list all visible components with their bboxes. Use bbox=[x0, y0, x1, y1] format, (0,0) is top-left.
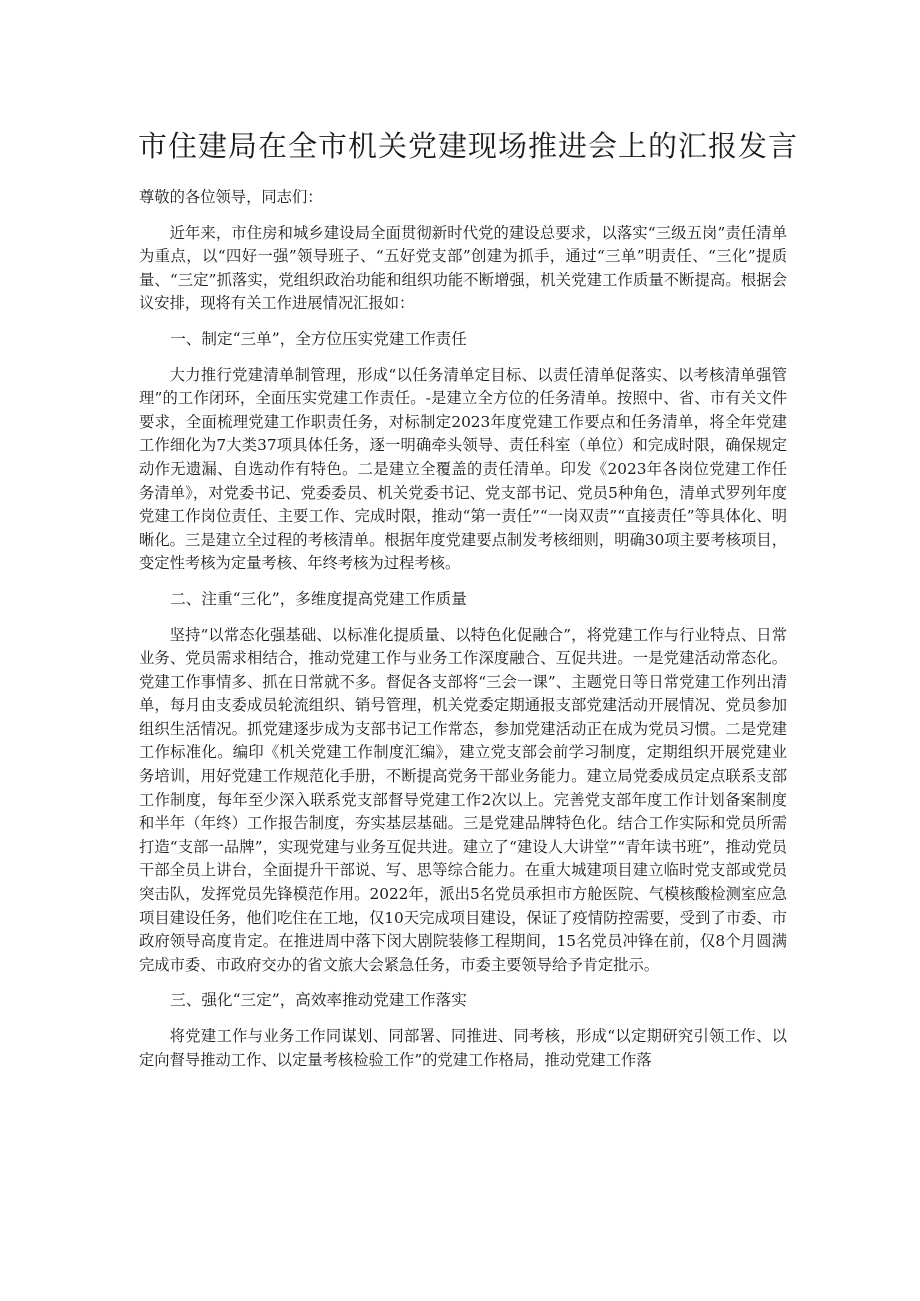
greeting: 尊敬的各位领导，同志们： bbox=[139, 188, 323, 206]
document-title: 市住建局在全市机关党建现场推进会上的汇报发言 bbox=[138, 129, 799, 163]
section-2-body: 坚持“以常态化强基础、以标准化提质量、以特色化促融合”，将党建工作与行业特点、日常业务、党员需求相结合，推动党建工作与业务工作深度融合、互促共进。一是党建活动常态化。党建工作事情多、抓在日常就不多。督促各支部将“三会一课”、主题党日等日常党建工作列出清单，每月由支委成员轮流组织、销号管理，机关党委定期通报支部党建活动开展情况、党员参加组织生活情况。抓党建逐步成为支部书记工作常态，参加党建活动正在成为党员习惯。二是党建工作标准化。编印《机关党建工作制度汇编》，建立党支部会前学习制度，定期组织开展党建业务培训，用好党建工作规范化手册，不断提高党务干部业务能力。建立局党委成员定点联系支部工作制度，每年至少深入联系党支部督导党建工作2次以上。完善党支部年度工作计划备案制度和半年（年终）工作报告制度，夯实基层基础。三是党建品牌特色化。结合工作实际和党员所需打造“支部一品牌”，实现党建与业务互促共进。建立了“建设人大讲堂”“青年读书班”，推动党员干部全员上讲台，全面提升干部说、写、思等综合能力。在重大城建项目建立临时党支部或党员突击队，发挥党员先锋模范作用。2022年，派出5名党员承担市方舱医院、气模核酸检测室应急项目建设任务，他们吃住在工地，仅10天完成项目建设，保证了疫情防控需要，受到了市委、市政府领导高度肯定。在推进周中落下闵大剧院装修工程期间，15名党员冲锋在前，仅8个月圆满完成市委、市政府交办的省文旅大会紧急任务，市委主要领导给予肯定批示。 bbox=[139, 625, 787, 974]
intro-paragraph: 近年来，市住房和城乡建设局全面贯彻新时代党的建设总要求，以落实“三级五岗”责任清单为重点，以“四好一强”领导班子、“五好党支部”创建为抓手，通过“三单”明责任、“三化”提质量、“三定”抓落实，党组织政治功能和组织功能不断增强，机关党建工作质量不断提高。根据会议安排，现将有关工作进展情况汇报如： bbox=[139, 223, 787, 313]
section-2-heading: 二、注重“三化”，多维度提高党建工作质量 bbox=[170, 589, 467, 608]
section-1-heading: 一、制定“三单”，全方位压实党建工作责任 bbox=[170, 329, 467, 348]
section-3-body: 将党建工作与业务工作同谋划、同部署、同推进、同考核，形成“以定期研究引领工作、以定向督导推动工作、以定量考核检验工作”的党建工作格局，推动党建工作落 bbox=[139, 1027, 787, 1069]
document-body bbox=[139, 186, 787, 1072]
section-1-body: 大力推行党建清单制管理，形成“以任务清单定目标、以责任清单促落实、以考核清单强管理”的工作闭环，全面压实党建工作责任。-是建立全方位的任务清单。按照中、省、市有关文件要求，全面梳理党建工作职责任务，对标制定2023年度党建工作要点和任务清单，将全年党建工作细化为7大类37项具体任务，逐一明确牵头领导、责任科室（单位）和完成时限，确保规定动作无遗漏、自选动作有特色。二是建立全覆盖的责任清单。印发《2023年各岗位党建工作任务清单》，对党委书记、党委委员、机关党委书记、党支部书记、党员5种角色，清单式罗列年度党建工作岗位责任、主要工作、完成时限，推动“第一责任”“一岗双责”“直接责任”等具体化、明晰化。三是建立全过程的考核清单。根据年度党建要点制发考核细则，明确30项主要考核项目，变定性考核为定量考核、年终考核为过程考核。 bbox=[139, 365, 787, 573]
section-3-heading: 三、强化“三定”，高效率推动党建工作落实 bbox=[170, 991, 467, 1010]
